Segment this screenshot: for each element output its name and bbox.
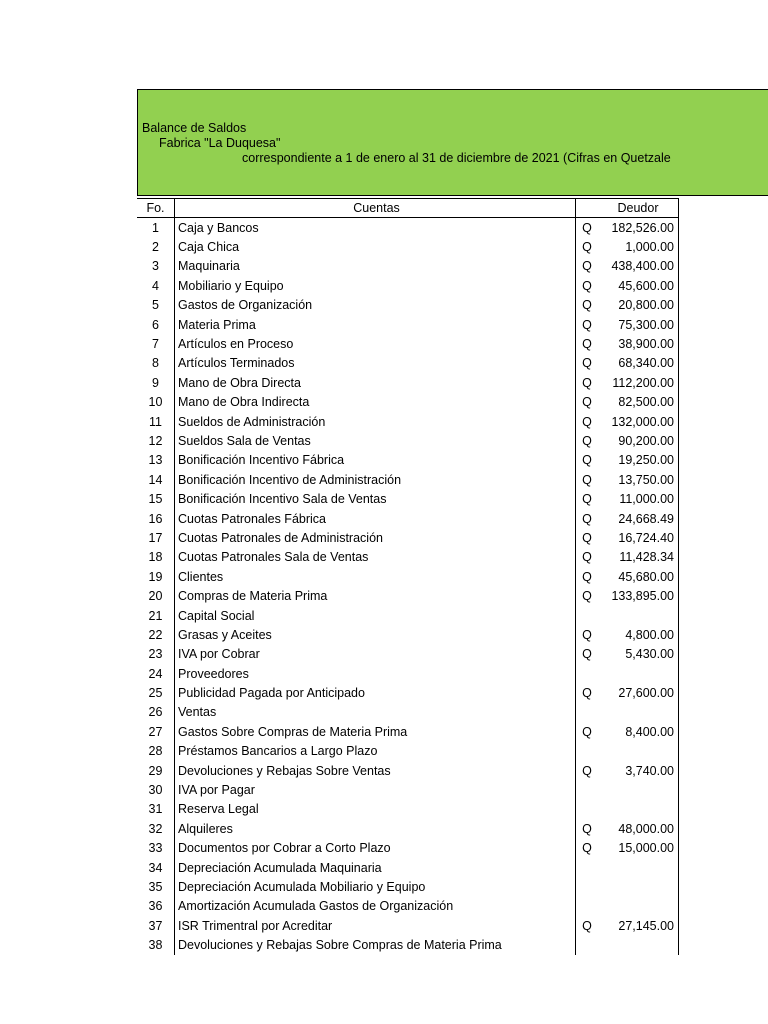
table-row xyxy=(137,897,679,916)
table-row xyxy=(137,412,679,431)
table-row xyxy=(137,451,679,470)
currency-symbol xyxy=(576,703,599,722)
table-row xyxy=(137,296,679,315)
row-number: 34 xyxy=(148,860,163,875)
account-name: Capital Social xyxy=(175,606,576,625)
currency-symbol xyxy=(576,780,599,799)
account-name: IVA por Pagar xyxy=(175,780,576,799)
row-number: 17 xyxy=(148,530,163,545)
row-number: 6 xyxy=(152,317,159,332)
account-name: Bonificación Incentivo Fábrica xyxy=(175,451,576,470)
table-row xyxy=(137,742,679,761)
account-name: Mano de Obra Indirecta xyxy=(175,393,576,412)
row-number: 37 xyxy=(148,918,163,933)
row-number: 15 xyxy=(148,492,163,507)
account-name: Compras de Materia Prima xyxy=(175,586,576,605)
currency-symbol xyxy=(576,935,599,954)
account-name: Gastos Sobre Compras de Materia Prima xyxy=(175,722,576,741)
currency-symbol: Q xyxy=(582,414,592,429)
debit-amount: 19,250.00 xyxy=(598,451,679,470)
debit-amount: 27,600.00 xyxy=(598,683,679,702)
row-number: 13 xyxy=(148,453,163,468)
currency-symbol: Q xyxy=(582,337,592,352)
account-name: Proveedores xyxy=(175,664,576,683)
debit-amount xyxy=(598,742,679,761)
currency-symbol: Q xyxy=(582,472,592,487)
table-row xyxy=(137,548,679,567)
debit-amount: 82,500.00 xyxy=(598,393,679,412)
debit-amount xyxy=(598,703,679,722)
table-row xyxy=(137,800,679,819)
row-number: 8 xyxy=(152,356,159,371)
row-number: 20 xyxy=(148,589,163,604)
currency-symbol: Q xyxy=(582,220,592,235)
account-name: Alquileres xyxy=(175,819,576,838)
currency-symbol: Q xyxy=(582,686,592,701)
currency-symbol: Q xyxy=(582,627,592,642)
row-number: 19 xyxy=(148,569,163,584)
table-header-row xyxy=(137,199,679,218)
table-row xyxy=(137,839,679,858)
currency-symbol xyxy=(576,664,599,683)
currency-symbol: Q xyxy=(582,569,592,584)
debit-amount xyxy=(598,664,679,683)
account-name: Cuotas Patronales Fábrica xyxy=(175,509,576,528)
row-number: 25 xyxy=(148,686,163,701)
account-name: Caja Chica xyxy=(175,237,576,256)
account-name: ISR Trimentral por Acreditar xyxy=(175,916,576,935)
account-name: Sueldos Sala de Ventas xyxy=(175,431,576,450)
currency-symbol: Q xyxy=(582,511,592,526)
currency-symbol: Q xyxy=(582,395,592,410)
row-number: 18 xyxy=(148,550,163,565)
table-row xyxy=(137,664,679,683)
account-name: Préstamos Bancarios a Largo Plazo xyxy=(175,742,576,761)
debit-amount: 133,895.00 xyxy=(598,586,679,605)
currency-symbol xyxy=(576,742,599,761)
row-number: 28 xyxy=(148,744,163,759)
company-name: Fabrica "La Duquesa" xyxy=(159,136,281,150)
currency-symbol: Q xyxy=(582,278,592,293)
table-row xyxy=(137,703,679,722)
table-row xyxy=(137,780,679,799)
table-row xyxy=(137,315,679,334)
table-row xyxy=(137,819,679,838)
row-number: 29 xyxy=(148,763,163,778)
table-row xyxy=(137,761,679,780)
table-row xyxy=(137,877,679,896)
table-row xyxy=(137,858,679,877)
debit-amount: 48,000.00 xyxy=(598,819,679,838)
account-name: Bonificación Incentivo Sala de Ventas xyxy=(175,489,576,508)
account-name: Clientes xyxy=(175,567,576,586)
currency-symbol: Q xyxy=(582,589,592,604)
currency-symbol: Q xyxy=(582,530,592,545)
account-name: Gastos de Organización xyxy=(175,296,576,315)
debit-amount: 45,680.00 xyxy=(598,567,679,586)
account-name: Grasas y Aceites xyxy=(175,625,576,644)
currency-symbol: Q xyxy=(582,375,592,390)
report-title: Balance de Saldos xyxy=(142,121,247,135)
account-name: Materia Prima xyxy=(175,315,576,334)
account-name: Documentos por Cobrar a Corto Plazo xyxy=(175,839,576,858)
account-name: Bonificación Incentivo de Administración xyxy=(175,470,576,489)
balance-table-container xyxy=(137,198,674,955)
row-number: 1 xyxy=(152,220,159,235)
row-number: 27 xyxy=(148,724,163,739)
debit-amount: 27,145.00 xyxy=(598,916,679,935)
account-name: Depreciación Acumulada Maquinaria xyxy=(175,858,576,877)
currency-symbol: Q xyxy=(582,821,592,836)
account-name: Maquinaria xyxy=(175,257,576,276)
table-row xyxy=(137,606,679,625)
debit-amount: 15,000.00 xyxy=(598,839,679,858)
currency-symbol xyxy=(576,897,599,916)
row-number: 10 xyxy=(148,395,163,410)
currency-symbol xyxy=(576,800,599,819)
table-row xyxy=(137,645,679,664)
account-name: Reserva Legal xyxy=(175,800,576,819)
debit-amount xyxy=(598,877,679,896)
row-number: 23 xyxy=(148,647,163,662)
row-number: 12 xyxy=(148,433,163,448)
table-row xyxy=(137,431,679,450)
debit-amount: 3,740.00 xyxy=(598,761,679,780)
row-number: 31 xyxy=(148,802,163,817)
table-row xyxy=(137,470,679,489)
account-name: Ventas xyxy=(175,703,576,722)
debit-amount: 45,600.00 xyxy=(598,276,679,295)
account-name: Publicidad Pagada por Anticipado xyxy=(175,683,576,702)
column-header-no: Fo. xyxy=(137,199,175,218)
account-name: Mobiliario y Equipo xyxy=(175,276,576,295)
currency-symbol: Q xyxy=(582,841,592,856)
row-number: 16 xyxy=(148,511,163,526)
table-row xyxy=(137,935,679,954)
report-header xyxy=(137,89,768,196)
debit-amount: 20,800.00 xyxy=(598,296,679,315)
debit-amount: 75,300.00 xyxy=(598,315,679,334)
account-name: Artículos en Proceso xyxy=(175,334,576,353)
row-number: 4 xyxy=(152,278,159,293)
table-row xyxy=(137,354,679,373)
currency-symbol: Q xyxy=(582,433,592,448)
report-period: correspondiente a 1 de enero al 31 de diciembre de 2021 (Cifras en Quetzale xyxy=(242,151,671,165)
row-number: 3 xyxy=(152,259,159,274)
table-row xyxy=(137,586,679,605)
row-number: 2 xyxy=(152,240,159,255)
row-number: 26 xyxy=(148,705,163,720)
debit-amount xyxy=(598,606,679,625)
table-row xyxy=(137,683,679,702)
currency-symbol: Q xyxy=(582,647,592,662)
debit-amount xyxy=(598,780,679,799)
debit-amount: 24,668.49 xyxy=(598,509,679,528)
row-number: 21 xyxy=(148,608,163,623)
table-row xyxy=(137,237,679,256)
row-number: 24 xyxy=(148,666,163,681)
account-name: Devoluciones y Rebajas Sobre Ventas xyxy=(175,761,576,780)
account-name: Cuotas Patronales Sala de Ventas xyxy=(175,548,576,567)
account-name: Amortización Acumulada Gastos de Organización xyxy=(175,897,576,916)
debit-amount xyxy=(598,935,679,954)
currency-symbol: Q xyxy=(582,240,592,255)
debit-amount: 4,800.00 xyxy=(598,625,679,644)
debit-amount: 11,000.00 xyxy=(598,489,679,508)
debit-amount xyxy=(598,897,679,916)
currency-symbol: Q xyxy=(582,492,592,507)
debit-amount: 438,400.00 xyxy=(598,257,679,276)
currency-symbol: Q xyxy=(582,259,592,274)
table-row xyxy=(137,567,679,586)
account-name: Caja y Bancos xyxy=(175,218,576,238)
row-number: 11 xyxy=(149,414,162,429)
row-number: 14 xyxy=(148,472,163,487)
row-number: 36 xyxy=(148,899,163,914)
column-header-currency xyxy=(576,199,599,218)
table-row xyxy=(137,218,679,238)
row-number: 38 xyxy=(148,938,163,953)
row-number: 5 xyxy=(152,298,159,313)
currency-symbol: Q xyxy=(582,317,592,332)
table-row xyxy=(137,489,679,508)
debit-amount: 8,400.00 xyxy=(598,722,679,741)
currency-symbol xyxy=(576,606,599,625)
row-number: 22 xyxy=(148,627,163,642)
account-name: Devoluciones y Rebajas Sobre Compras de Materia Prima xyxy=(175,935,576,954)
column-header-debit: Deudor xyxy=(598,199,679,218)
account-name: Cuotas Patronales de Administración xyxy=(175,528,576,547)
debit-amount: 11,428.34 xyxy=(598,548,679,567)
debit-amount: 5,430.00 xyxy=(598,645,679,664)
balance-table xyxy=(137,198,679,955)
debit-amount xyxy=(598,800,679,819)
table-row xyxy=(137,625,679,644)
account-name: Mano de Obra Directa xyxy=(175,373,576,392)
debit-amount: 38,900.00 xyxy=(598,334,679,353)
debit-amount: 112,200.00 xyxy=(598,373,679,392)
account-name: Depreciación Acumulada Mobiliario y Equipo xyxy=(175,877,576,896)
debit-amount: 182,526.00 xyxy=(598,218,679,238)
row-number: 30 xyxy=(148,783,163,798)
debit-amount xyxy=(598,858,679,877)
currency-symbol: Q xyxy=(582,298,592,313)
currency-symbol: Q xyxy=(582,356,592,371)
table-row xyxy=(137,393,679,412)
currency-symbol: Q xyxy=(582,453,592,468)
account-name: Sueldos de Administración xyxy=(175,412,576,431)
row-number: 32 xyxy=(148,821,163,836)
currency-symbol: Q xyxy=(582,763,592,778)
table-row xyxy=(137,528,679,547)
table-row xyxy=(137,722,679,741)
table-row xyxy=(137,916,679,935)
table-row xyxy=(137,257,679,276)
table-row xyxy=(137,334,679,353)
currency-symbol xyxy=(576,877,599,896)
debit-amount: 13,750.00 xyxy=(598,470,679,489)
table-row xyxy=(137,373,679,392)
row-number: 9 xyxy=(152,375,159,390)
currency-symbol xyxy=(576,858,599,877)
currency-symbol: Q xyxy=(582,918,592,933)
row-number: 35 xyxy=(148,879,163,894)
row-number: 33 xyxy=(148,841,163,856)
debit-amount: 1,000.00 xyxy=(598,237,679,256)
debit-amount: 16,724.40 xyxy=(598,528,679,547)
column-header-account: Cuentas xyxy=(175,199,576,218)
account-name: Artículos Terminados xyxy=(175,354,576,373)
table-row xyxy=(137,509,679,528)
debit-amount: 132,000.00 xyxy=(598,412,679,431)
currency-symbol: Q xyxy=(582,550,592,565)
account-name: IVA por Cobrar xyxy=(175,645,576,664)
table-row xyxy=(137,276,679,295)
row-number: 7 xyxy=(152,337,159,352)
debit-amount: 68,340.00 xyxy=(598,354,679,373)
debit-amount: 90,200.00 xyxy=(598,431,679,450)
currency-symbol: Q xyxy=(582,724,592,739)
